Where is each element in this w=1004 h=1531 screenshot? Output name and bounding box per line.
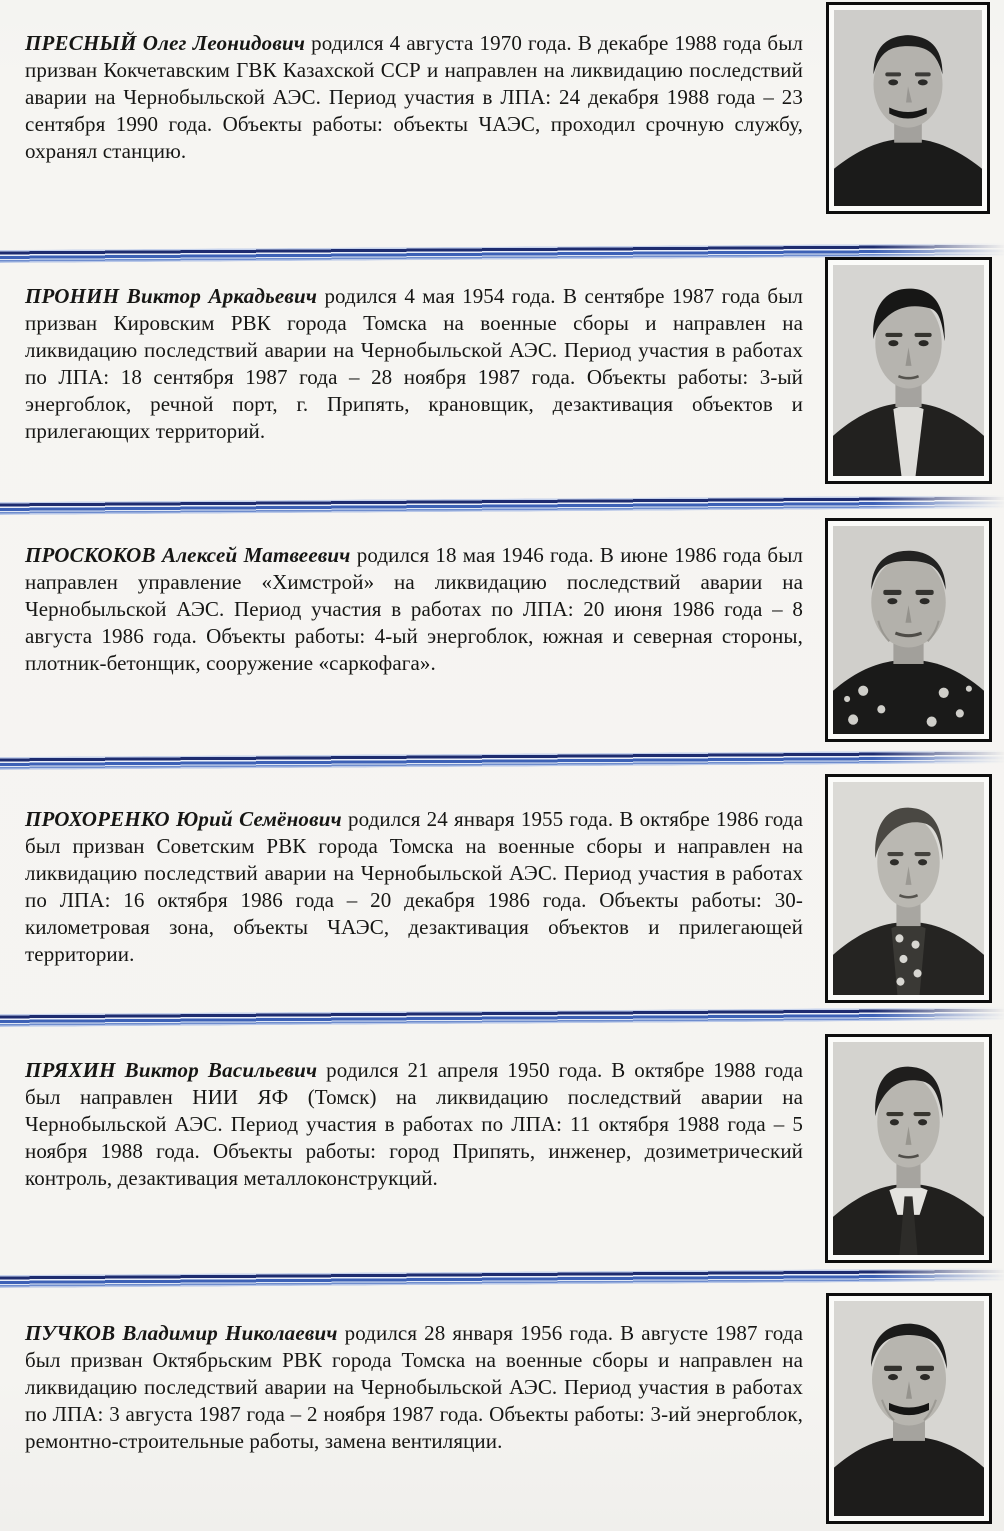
portrait-illustration (833, 782, 984, 995)
entry-name: ПУЧКОВ Владимир Николаевич (25, 1321, 338, 1345)
entry-body: родился 24 января 1955 года. В октябре 1986 года был призван Советским РВК города Томска на военные сборы и направлен на ликвидацию последствий аварии на Чернобыльской АЭС. Период участия в работах по ЛПА: 16 октября 1986 года – 20 декабря 1986 года. Объекты работы: 30-километровая зона, объекты ЧАЭС, дезактивация объектов и прилегающей территории. (25, 807, 803, 966)
entry-name: ПРЯХИН Виктор Васильевич (25, 1058, 318, 1082)
entry-text (25, 30, 803, 165)
portrait-photo (825, 257, 992, 484)
separator-line (0, 750, 1004, 770)
portrait-photo (825, 1034, 992, 1263)
separator-line (0, 495, 1004, 515)
entry-text (25, 542, 803, 677)
portrait-photo (826, 1293, 992, 1524)
portrait-photo (826, 2, 990, 214)
entry-name: ПРОСКОКОВ Алексей Матвеевич (25, 543, 351, 567)
portrait-illustration (833, 1042, 984, 1255)
portrait-photo (825, 518, 992, 742)
entry-text (25, 1057, 803, 1192)
entry-text (25, 283, 803, 445)
portrait-illustration (834, 10, 982, 206)
entry-body: родился 4 августа 1970 года. В декабре 1988 года был призван Кокчетавским ГВК Казахской ССР и направлен на ликвидацию последствий аварии на Чернобыльской АЭС. Период участия в ЛПА: 24 декабря 1988 года – 23 сентября 1990 года. Объекты работы: объекты ЧАЭС, проходил срочную службу, охранял станцию. (25, 31, 804, 163)
separator-line (0, 1007, 1004, 1027)
portrait-illustration (834, 1301, 984, 1516)
separator-line (0, 1268, 1004, 1288)
entry-text (25, 806, 803, 968)
portrait-illustration (833, 526, 984, 734)
entry-name: ПРОНИН Виктор Аркадьевич (25, 284, 318, 308)
entry-body: родился 18 мая 1946 года. В июне 1986 года был направлен управление «Химстрой» на ликвидацию последствий аварии на Чернобыльской АЭС. Период участия в работах по ЛПА: 20 июня 1986 года – 8 августа 1986 года. Объекты работы: 4-ый энергоблок, южная и северная стороны, плотник-бетонщик, сооружение «саркофага». (25, 543, 803, 675)
portrait-photo (825, 774, 992, 1003)
entry-name: ПРОХОРЕНКО Юрий Семёнович (25, 807, 342, 831)
entry-name: ПРЕСНЫЙ Олег Леонидович (25, 31, 306, 55)
entry-body: родился 21 апреля 1950 года. В октябре 1988 года был направлен НИИ ЯФ (Томск) на ликвидацию последствий аварии на Чернобыльской АЭС. Период участия в работах по ЛПА: 11 октября 1988 года – 5 ноября 1988 года. Объекты работы: город Припять, инженер, дозиметрический контроль, дезактивация металлоконструкций. (25, 1058, 803, 1190)
entry-body: родился 4 мая 1954 года. В сентябре 1987 года был призван Кировским РВК города Томска на военные сборы и направлен на ликвидацию последствий аварии на Чернобыльской АЭС. Период участия в работах по ЛПА: 18 сентября 1987 года – 28 ноября 1987 года. Объекты работы: 3-ый энергоблок, речной порт, г. Припять, крановщик, дезактивация объектов и прилегающих территорий. (25, 284, 803, 443)
entry-body: родился 28 января 1956 года. В августе 1987 года был призван Октябрьским РВК города Томска на военные сборы и направлен на ликвидацию последствий аварии на Чернобыльской АЭС. Период участия в работах по ЛПА: 3 августа 1987 года – 2 ноября 1987 года. Объекты работы: 3-ий энергоблок, ремонтно-строительные работы, замена вентиляции. (25, 1321, 803, 1453)
entry-text (25, 1320, 803, 1455)
portrait-illustration (833, 265, 984, 476)
